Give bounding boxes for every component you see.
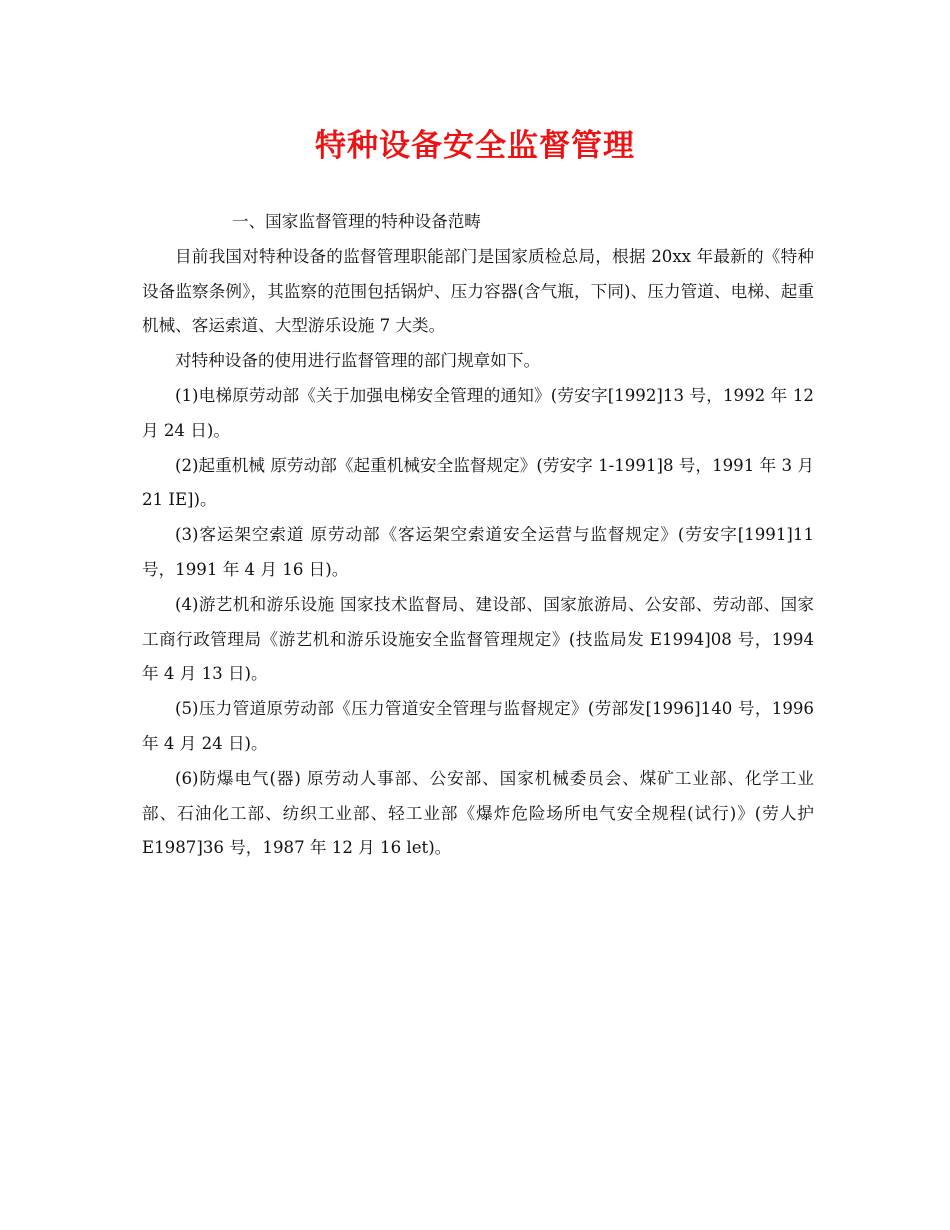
- paragraph-item-ropeway: (3)客运架空索道 原劳动部《客运架空索道安全运营与监督规定》(劳安字[1991]11 号，1991 年 4 月 16 日)。: [142, 525, 814, 579]
- paragraph-item-crane: (2)起重机械 原劳动部《起重机械安全监督规定》(劳安字 1-1991]8 号，1991 年 3 月 21 IE])。: [142, 455, 814, 510]
- paragraph-item-amusement: (4)游艺机和游乐设施 国家技术监督局、建设部、国家旅游局、公安部、劳动部、国家工商行政管理局《游艺机和游乐设施安全监督管理规定》(技监局发 E1994]08 号，1994 年 4 月 13 日)。: [142, 594, 814, 684]
- paragraph-item-elevator: (1)电梯原劳动部《关于加强电梯安全管理的通知》(劳安字[1992]13 号，1992 年 12 月 24 日)。: [142, 385, 814, 440]
- paragraph-item-explosion-proof: (6)防爆电气(器) 原劳动人事部、公安部、国家机械委员会、煤矿工业部、化学工业部、石油化工部、纺织工业部、轻工业部《爆炸危险场所电气安全规程(试行)》(劳人护 E1987]36 号，1987 年 12 月 16 let)。: [142, 768, 814, 858]
- paragraph-intro: 目前我国对特种设备的监督管理职能部门是国家质检总局，根据 20xx 年最新的《特种设备监察条例》，其监察的范围包括锅炉、压力容器(含气瓶，下同)、压力管道、电梯、起重机械、客运索道、大型游乐设施 7 大类。: [142, 246, 814, 336]
- document-title: 特种设备安全监督管理: [315, 128, 635, 164]
- section-heading: 一、国家监督管理的特种设备范畴: [232, 212, 481, 231]
- paragraph-regulations-lead: 对特种设备的使用进行监督管理的部门规章如下。: [175, 351, 541, 371]
- paragraph-item-pipeline: (5)压力管道原劳动部《压力管道安全管理与监督规定》(劳部发[1996]140 号，1996 年 4 月 24 日)。: [142, 699, 814, 753]
- document-body: [142, 205, 814, 866]
